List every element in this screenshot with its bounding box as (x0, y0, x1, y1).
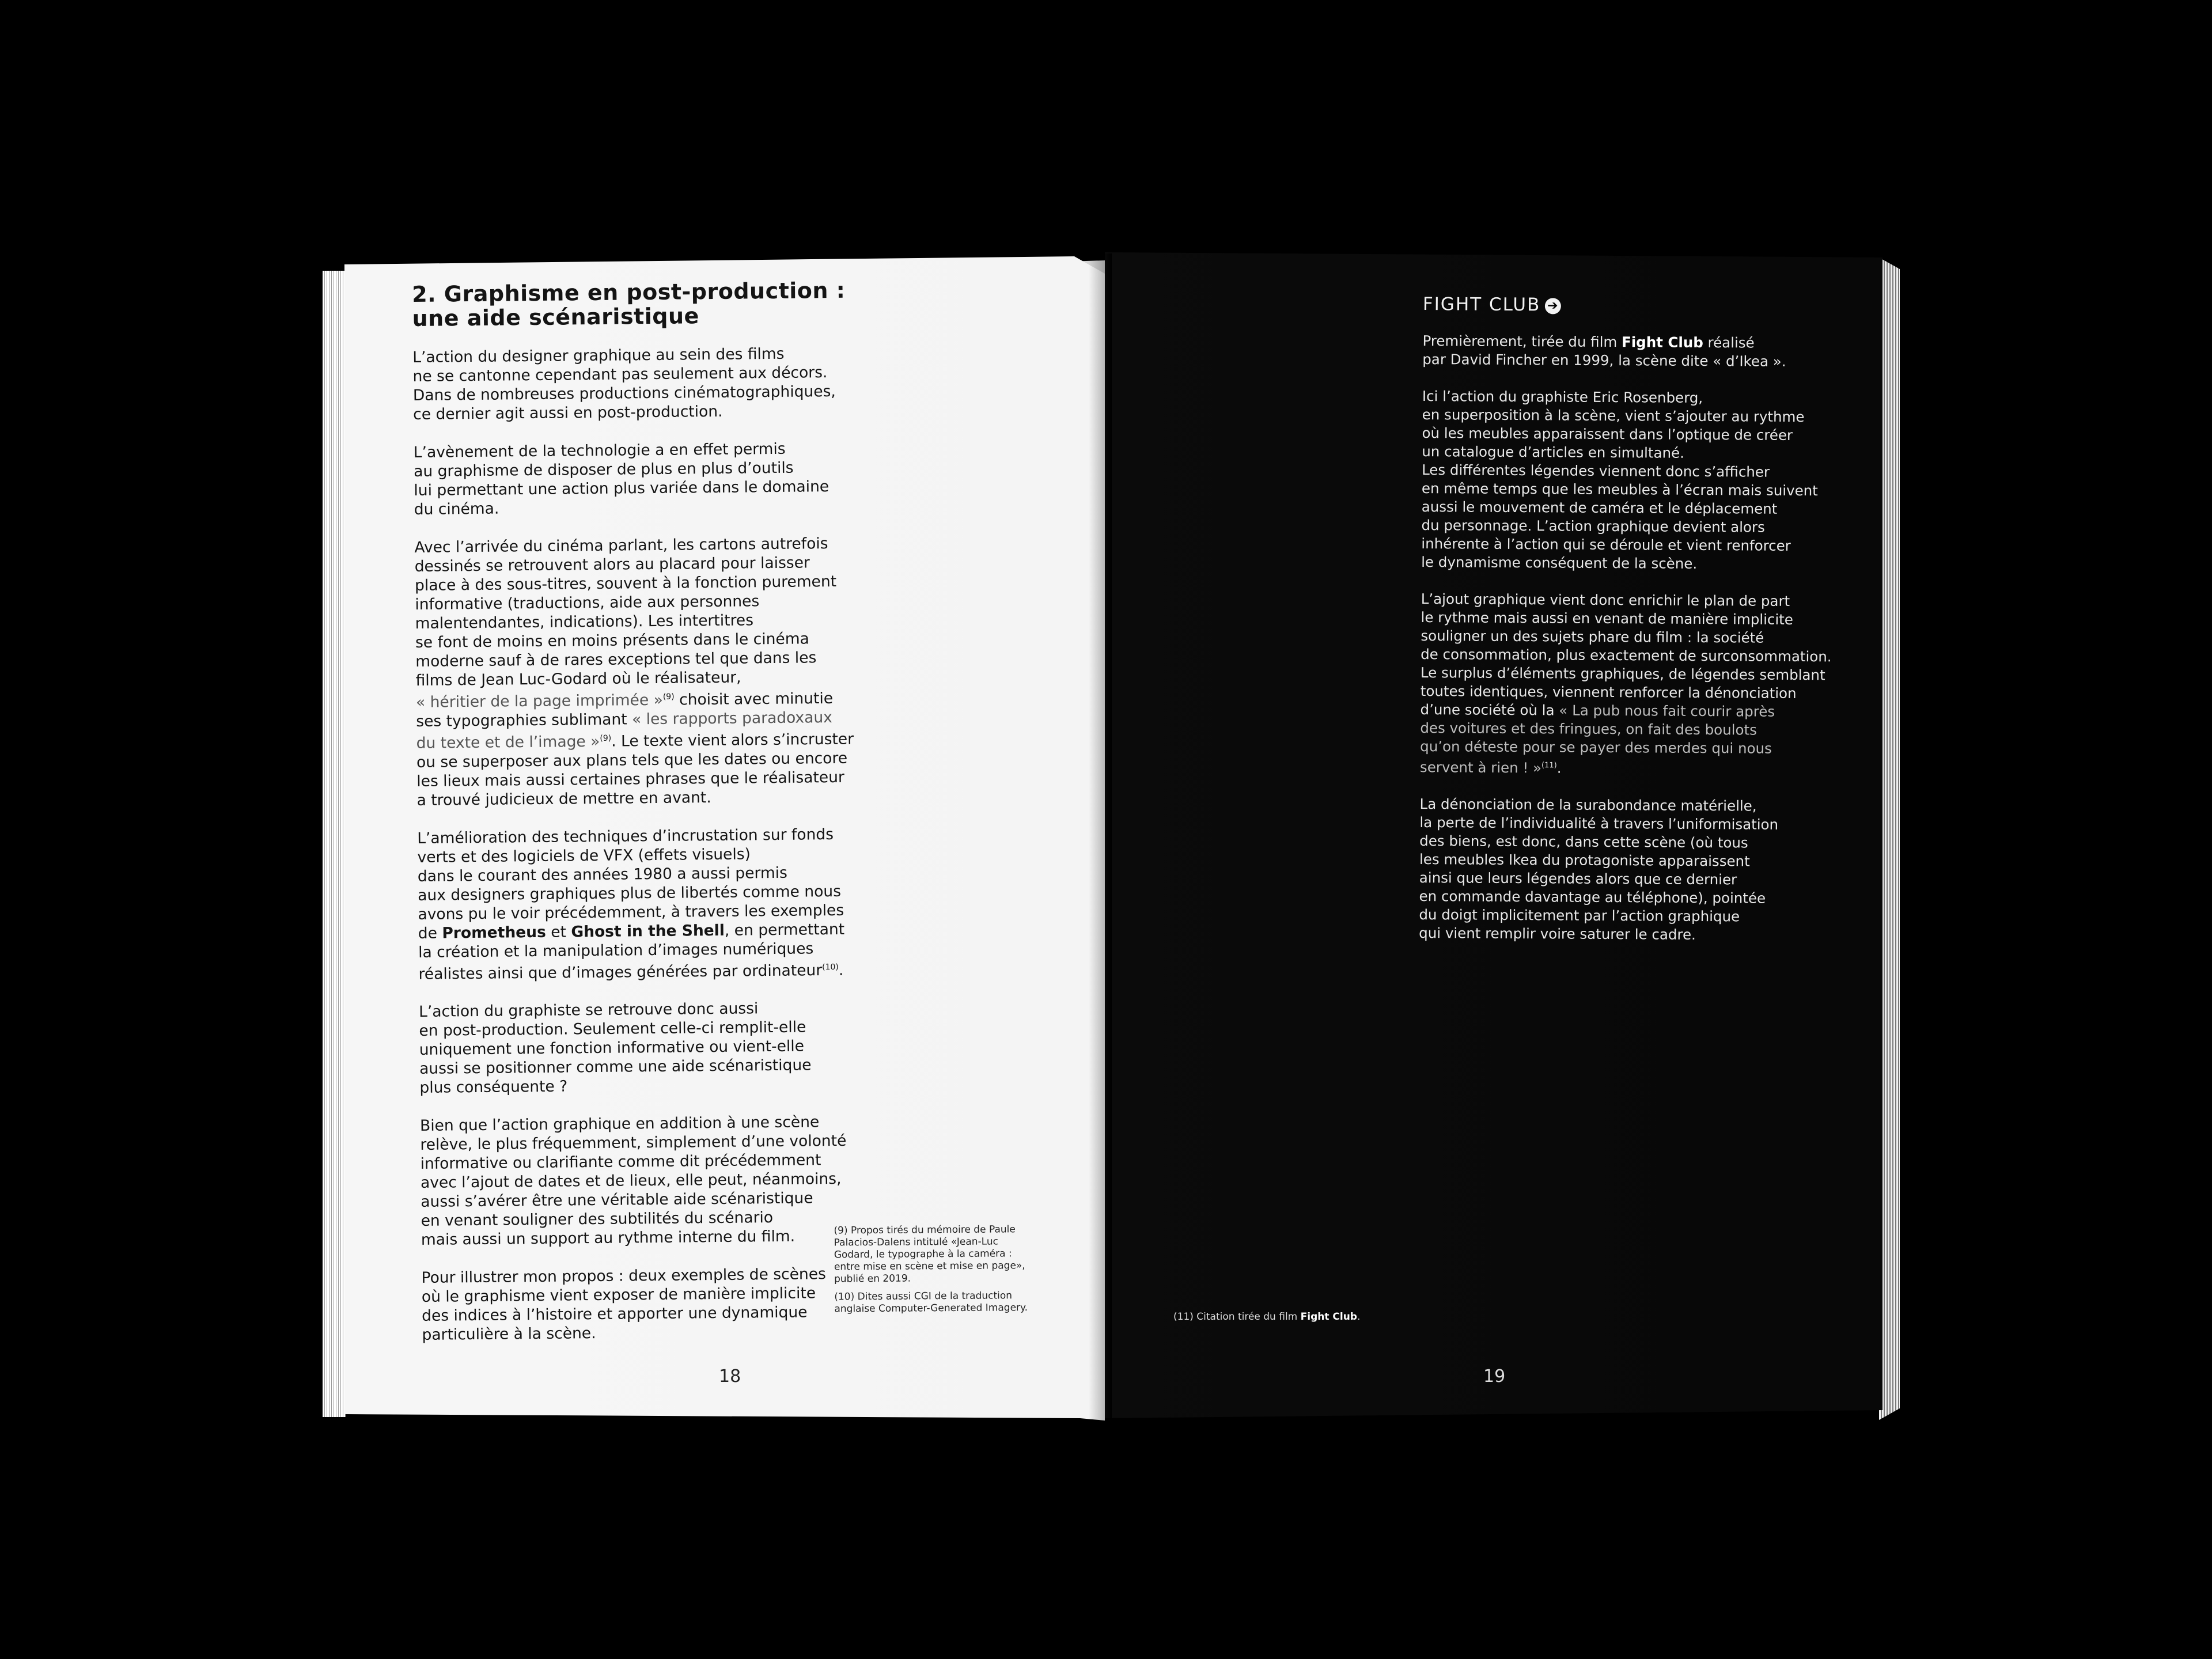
right-page-content (1419, 294, 1843, 964)
footnote-ref-10: (10) (822, 962, 839, 972)
right-paragraph-2: Ici l’action du graphiste Eric Rosenberg, en superposition à la scène, vient s’ajouter au rythme où les meubles apparaissent dans l’optique de créer un catalogue d’articles en simultané. Les différentes légendes viennent donc s’afficher en même temps que les meubles à l’écran mais suivent aussi le mouvement de caméra et le déplacement du personnage. L’action graphique devient alors inhérente à l’action qui se déroule et vient renforcer le dynamisme conséquent de la scène. (1421, 387, 1818, 572)
rp1-a: Premièrement, tirée du film (1422, 332, 1622, 351)
arrow-right-circle-icon: ➔ (1545, 298, 1561, 314)
paragraph-6: Bien que l’action graphique en addition à une scène relève, le plus fréquemment, simplement d’une volonté informative ou clarifiante comme dit précédemment avec l’ajout de dates et de lieux, elle peut, néanmoins, aussi s’avérer être une véritable aide scénaristique en venant souligner des subtilités du scénario mais aussi un support au rythme interne du film. (419, 1113, 847, 1249)
fight-club-title-text: FIGHT CLUB (1422, 294, 1541, 316)
quote-heritier: « héritier de la page imprimée » (415, 691, 664, 711)
paragraph-7: Pour illustrer mon propos : deux exemples de scènes où le graphisme vient exposer de manière implicite des indices à l’histoire et apporter une dynamique particulière à la scène. (421, 1265, 827, 1344)
paragraph-4 (417, 824, 937, 983)
fight-club-title (1423, 294, 1843, 317)
page-number-left: 18 (719, 1366, 741, 1387)
p4-text-c: , en permettant la création et la manipulation d’images numériques réalistes ainsi que d’images générées par ordinateur (418, 920, 845, 983)
footnote-ref-11: (11) (1541, 761, 1557, 770)
film-fight-club: Fight Club (1622, 334, 1703, 351)
p3-text-b: choisit avec minutie ses typographies sublimant (416, 689, 834, 730)
footnote-10: (10) Dites aussi CGI de la traduction anglaise Computer-Generated Imagery. (834, 1290, 1028, 1315)
left-page-content (412, 277, 941, 1363)
rp3-a: L’ajout graphique vient donc enrichir le plan de part le rythme mais aussi en venant de manière implicite souligner un des sujets phare du film : la société de consommation, plus exactement de surconsommation. Le surplus d’éléments graphiques, de légendes semblant toutes identiques, viennent renforcer la dénonciation d’une société où la (1420, 590, 1832, 719)
rp3-end: . (1556, 759, 1562, 777)
film-prometheus: Prometheus (442, 923, 546, 942)
quote-pub: « La pub nous fait courir après des voitures et des fringues, on fait des boulots qu’on déteste pour se payer des merdes qui nous servent à rien ! » (1419, 702, 1775, 777)
p3-text-c: . Le texte vient alors s’incruster ou se superposer aux plans tels que les dates ou encore les lieux mais aussi certaines phrases que le réalisateur a trouvé judicieux de mettre en avant. (416, 730, 854, 809)
rfoot-a: (11) Citation tirée du film (1173, 1311, 1301, 1323)
right-footnote (1173, 1311, 1360, 1323)
page-number-right: 19 (1483, 1366, 1506, 1387)
heading-line-2: une aide scénaristique (412, 303, 699, 331)
left-page-edges (323, 271, 346, 1417)
heading-line-1: 2. Graphisme en post-production : (411, 277, 846, 307)
rfoot-film: Fight Club (1300, 1311, 1357, 1323)
left-footnotes (834, 1224, 1076, 1321)
right-paragraph-4: La dénonciation de la surabondance matérielle, la perte de l’individualité à travers l’uniformisation des biens, est donc, dans cette scène (où tous les meubles Ikea du protagoniste apparaissent ainsi que leurs légendes alors que ce dernier en commande davantage au téléphone), pointée du doigt implicitement par l’action graphique qui vient remplir voire saturer le cadre. (1419, 796, 1779, 944)
right-paragraph-3 (1420, 590, 1842, 779)
rp1-c: réalisé par David Fincher en 1999, la scène dite « d’Ikea ». (1422, 334, 1786, 370)
paragraph-1: L’action du designer graphique au sein des films ne se cantonne cependant pas seulement aux décors. Dans de nombreuses productions cinématographiques, ce dernier agit aussi en post-production. (412, 344, 836, 423)
right-paragraph-1 (1422, 332, 1843, 371)
p3-text-a: Avec l’arrivée du cinéma parlant, les cartons autrefois dessinés se retrouvent alors au placard pour laisser place à des sous-titres, souvent à la fonction purement informative (traductions, aide aux personnes malentendantes, indications). Les intertitres se font de moins en moins présents dans le cinéma moderne sauf à de rares exceptions tel que dans les films de Jean Luc-Godard où le réalisateur, (414, 535, 837, 690)
p4-end: . (838, 961, 844, 979)
film-ghost-in-the-shell: Ghost in the Shell (571, 921, 725, 941)
p4-and: et (546, 923, 571, 941)
paragraph-5: L’action du graphiste se retrouve donc aussi en post-production. Seulement celle-ci remplit-elle uniquement une fonction informative ou vient-elle aussi se positionner comme une aide scénaristique plus conséquente ? (419, 999, 812, 1097)
paragraph-2: L’avènement de la technologie a en effet permis au graphisme de disposer de plus en plus d’outils lui permettant une action plus variée dans le domaine du cinéma. (413, 440, 830, 518)
footnote-9: (9) Propos tirés du mémoire de Paule Palacios-Dalens intitulé «Jean-Luc Godard, le typographe à la caméra : entre mise en scène et mise en page», publié en 2019. (834, 1224, 1025, 1285)
paragraph-3 (414, 533, 935, 809)
rfoot-c: . (1357, 1311, 1361, 1323)
footnote-ref-9b: (9) (600, 733, 612, 743)
book-gutter (1089, 253, 1112, 1421)
section-heading (412, 277, 931, 331)
quote-rapports: « les rapports paradoxaux du texte et de l’image » (416, 708, 833, 752)
footnote-ref-9: (9) (662, 692, 675, 702)
p4-text-a: L’amélioration des techniques d’incrustation sur fonds verts et des logiciels de VFX (effets visuels) dans le courant des années 1980 a aussi permis aux designers graphiques plus de libertés comme nous avons pu le voir précédemment, à travers les exemples de (417, 825, 844, 942)
